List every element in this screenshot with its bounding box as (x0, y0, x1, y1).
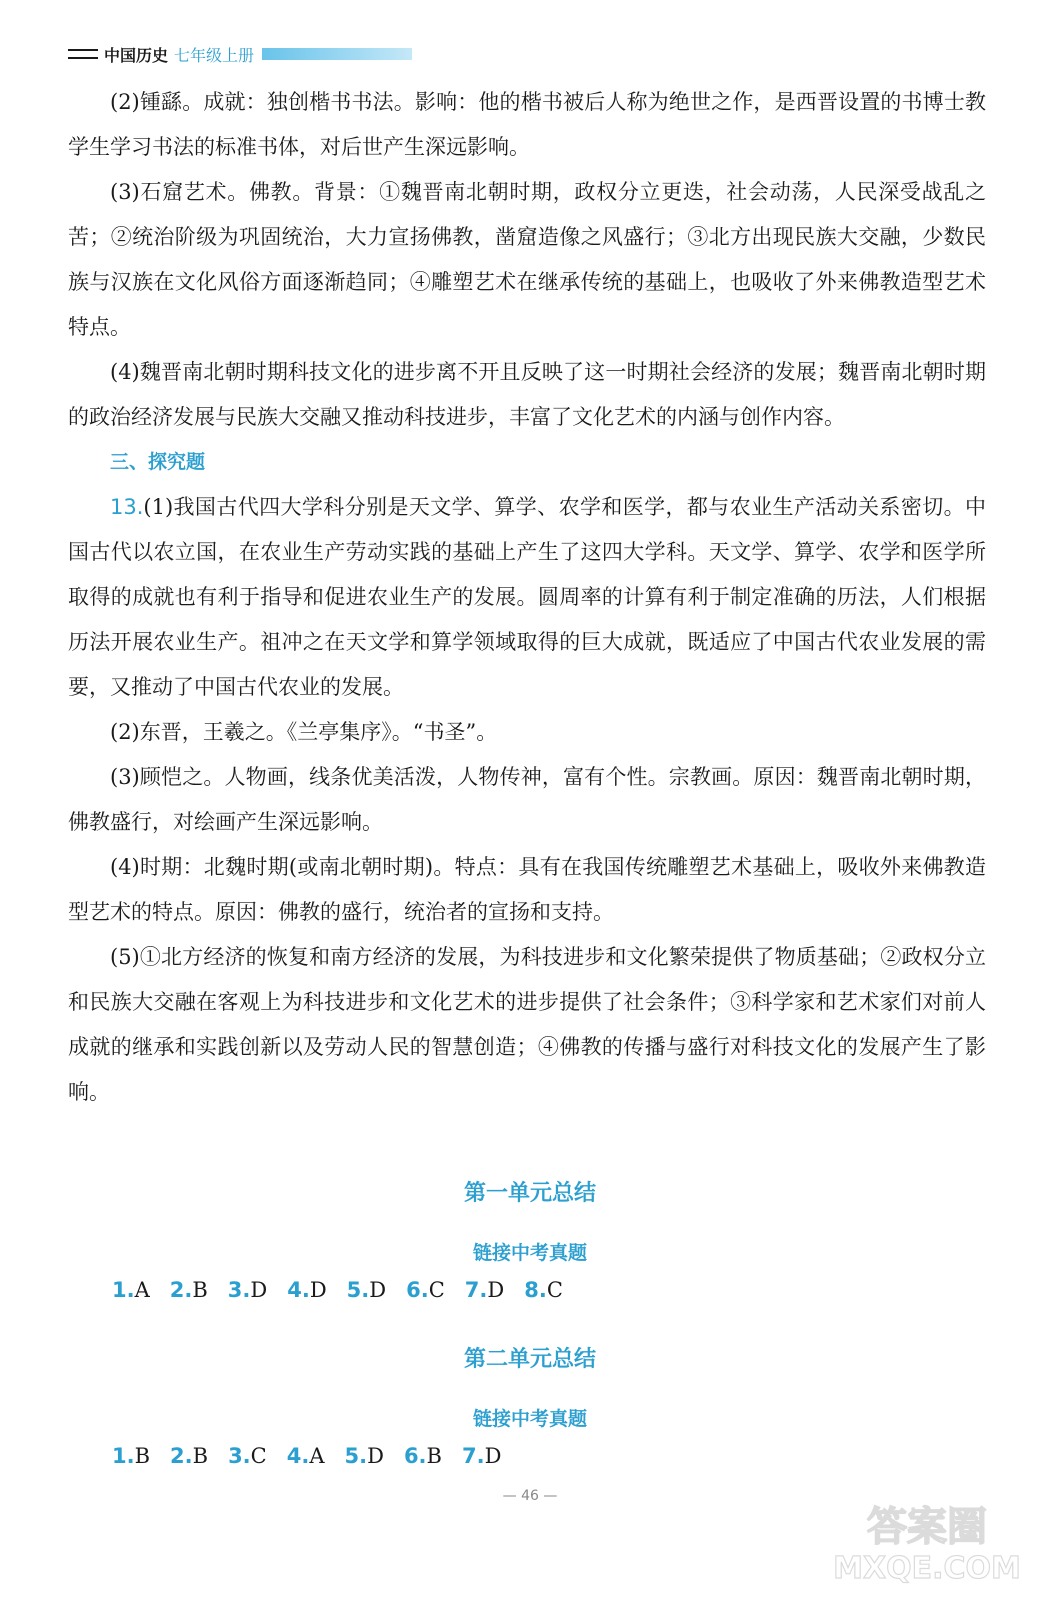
header-lines-decoration (68, 49, 98, 59)
unit2-answer-list (112, 1444, 521, 1468)
q13-part-2: (2)东晋，王羲之。《兰亭集序》。“书圣”。 (110, 720, 498, 744)
unit1-answer-item: 1.A (112, 1278, 150, 1302)
q13-number: 13. (110, 495, 144, 519)
header-grade: 七年级上册 (174, 45, 255, 65)
unit1-subtitle: 链接中考真题 (472, 1242, 587, 1264)
answer-paragraph-2: (2)锺繇。成就：独创楷书书法。影响：他的楷书被后人称为绝世之作，是西晋设置的书博士教学生学习书法的标准书体，对后世产生深远影响。 (68, 90, 986, 159)
unit2-answer-item: 2.B (170, 1444, 209, 1468)
unit1-answer-item: 2.B (169, 1278, 208, 1302)
section-title-inquiry: 三、探究题 (110, 451, 206, 473)
watermark-logo (822, 1496, 1032, 1586)
unit2-title: 第二单元总结 (463, 1347, 596, 1372)
unit2-answer-item: 3.C (228, 1444, 267, 1468)
unit2-answer-item: 4.A (286, 1444, 325, 1468)
watermark-text-top: 答案圈 (867, 1504, 987, 1550)
answer-paragraph-4: (4)魏晋南北朝时期科技文化的进步离不开且反映了这一时期社会经济的发展；魏晋南北朝时期的政治经济发展与民族大交融又推动科技进步，丰富了文化艺术的内涵与创作内容。 (68, 360, 986, 429)
unit1-answer-item: 7.D (464, 1278, 505, 1302)
header-color-bar (262, 48, 412, 60)
unit1-title: 第一单元总结 (463, 1181, 596, 1206)
unit1-answer-item: 5.D (346, 1278, 387, 1302)
unit1-answer-item: 6.C (406, 1278, 445, 1302)
unit1-answer-item: 3.D (227, 1278, 268, 1302)
q13-part-3: (3)顾恺之。人物画，线条优美活泼，人物传神，富有个性。宗教画。原因：魏晋南北朝时期，佛教盛行，对绘画产生深远影响。 (68, 765, 986, 834)
unit1-answer-list (112, 1278, 583, 1302)
q13-part-4: (4)时期：北魏时期(或南北朝时期)。特点：具有在我国传统雕塑艺术基础上，吸收外来佛教造型艺术的特点。原因：佛教的盛行，统治者的宣扬和支持。 (68, 855, 986, 924)
page-number: — 46 — (502, 1488, 558, 1504)
q13-part-5: (5)①北方经济的恢复和南方经济的发展，为科技进步和文化繁荣提供了物质基础；②政权分立和民族大交融在客观上为科技进步和文化艺术的进步提供了社会条件；③科学家和艺术家们对前人成就的继承和实践创新以及劳动人民的智慧创造；④佛教的传播与盛行对科技文化的发展产生了影响。 (68, 945, 986, 1104)
unit1-answer-item: 4.D (287, 1278, 327, 1302)
unit2-answer-item: 1.B (112, 1444, 151, 1468)
answer-content (68, 80, 986, 1115)
q13-part-1-text: (1)我国古代四大学科分别是天文学、算学、农学和医学，都与农业生产活动关系密切。中国古代以农立国，在农业生产劳动实践的基础上产生了这四大学科。天文学、算学、农学和医学所取得的成就也有利于指导和促进农业生产的发展。圆周率的计算有利于制定准确的历法，人们根据历法开展农业生产。祖冲之在天文学和算学领域取得的巨大成就，既适应了中国古代农业发展的需要，又推动了中国古代农业的发展。 (68, 495, 986, 699)
unit2-answer-item: 7.D (461, 1444, 502, 1468)
watermark-text-bottom: MXQE.COM (833, 1551, 1021, 1586)
unit2-answer-item: 6.B (403, 1444, 442, 1468)
page-header (68, 40, 412, 68)
q13-part-1 (68, 485, 986, 710)
header-subject: 中国历史 (104, 45, 169, 65)
unit2-subtitle: 链接中考真题 (472, 1408, 587, 1430)
unit2-answer-item: 5.D (344, 1444, 384, 1468)
unit1-answer-item: 8.C (524, 1278, 563, 1302)
answer-paragraph-3: (3)石窟艺术。佛教。背景：①魏晋南北朝时期，政权分立更迭，社会动荡，人民深受战乱之苦；②统治阶级为巩固统治，大力宣扬佛教，凿窟造像之风盛行；③北方出现民族大交融，少数民族与汉族在文化风俗方面逐渐趋同；④雕塑艺术在继承传统的基础上，也吸收了外来佛教造型艺术特点。 (68, 180, 986, 339)
